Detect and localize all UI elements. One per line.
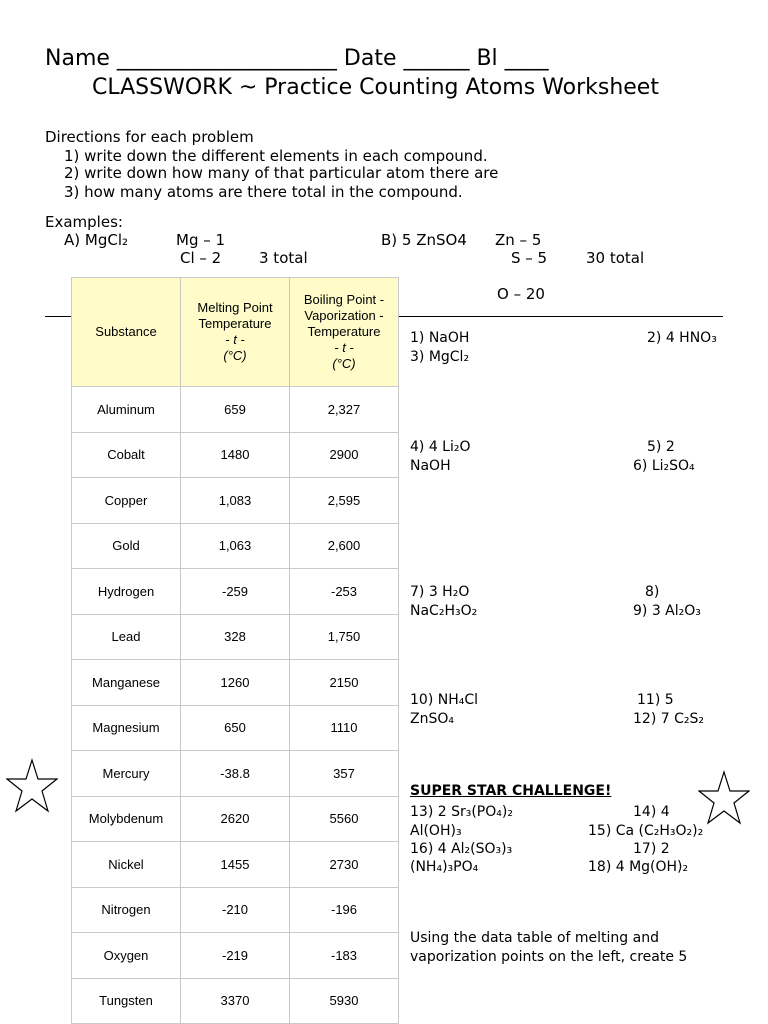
cell-melting-point: 659 (181, 387, 290, 433)
cell-boiling-point: 5560 (290, 796, 399, 842)
cell-substance: Nitrogen (72, 887, 181, 933)
cell-substance: Gold (72, 523, 181, 569)
cell-melting-point: 1480 (181, 432, 290, 478)
problem-15: 15) Ca (C₂H₃O₂)₂ (588, 823, 704, 839)
cell-boiling-point: 357 (290, 751, 399, 797)
table-row (72, 978, 399, 1024)
directions-heading: Directions for each problem (45, 128, 254, 146)
cell-melting-point: -259 (181, 569, 290, 615)
table-row (72, 478, 399, 524)
table-row (72, 705, 399, 751)
cell-substance: Mercury (72, 751, 181, 797)
problem-8: 8) (645, 584, 660, 600)
example-a-label: A) MgCl₂ (64, 231, 128, 249)
problem-12: 12) 7 C₂S₂ (633, 711, 704, 727)
melting-boiling-table (71, 277, 399, 1024)
problem-6: 6) Li₂SO₄ (633, 458, 695, 474)
cell-substance: Manganese (72, 660, 181, 706)
cell-melting-point: 1,063 (181, 523, 290, 569)
problem-18: 18) 4 Mg(OH)₂ (588, 859, 689, 875)
problem-5-compound: NaOH (410, 458, 451, 474)
problem-17: 17) 2 (633, 841, 670, 857)
problem-4: 4) 4 Li₂O (410, 439, 471, 455)
example-a-total: 3 total (259, 249, 308, 267)
cell-melting-point: -210 (181, 887, 290, 933)
cell-boiling-point: 1110 (290, 705, 399, 751)
direction-step-2: 2) write down how many of that particular atom there are (64, 164, 499, 182)
cell-boiling-point: 2,327 (290, 387, 399, 433)
examples-heading: Examples: (45, 213, 123, 231)
table-row (72, 523, 399, 569)
problem-1: 1) NaOH (410, 330, 470, 346)
star-icon (698, 770, 750, 826)
cell-boiling-point: 2,595 (290, 478, 399, 524)
cell-boiling-point: 5930 (290, 978, 399, 1024)
name-date-line: Name ____________________ Date ______ Bl ____ (45, 46, 549, 71)
cell-boiling-point: -183 (290, 933, 399, 979)
table-row (72, 751, 399, 797)
challenge-title: SUPER STAR CHALLENGE! (410, 783, 612, 799)
problem-17-compound: (NH₄)₃PO₄ (410, 859, 479, 875)
example-a-cl: Cl – 2 (180, 249, 222, 267)
cell-substance: Copper (72, 478, 181, 524)
example-b-total: 30 total (586, 249, 645, 267)
table-row (72, 614, 399, 660)
problem-10: 10) NH₄Cl (410, 692, 479, 708)
cell-melting-point: -38.8 (181, 751, 290, 797)
cell-boiling-point: 2730 (290, 842, 399, 888)
problem-13: 13) 2 Sr₃(PO₄)₂ (410, 804, 513, 820)
closing-line-2: vaporization points on the left, create 5 (410, 949, 688, 965)
cell-substance: Oxygen (72, 933, 181, 979)
direction-step-1: 1) write down the different elements in each compound. (64, 147, 488, 165)
problem-11-compound: ZnSO₄ (410, 711, 454, 727)
problem-8-compound: NaC₂H₃O₂ (410, 603, 478, 619)
problem-9: 9) 3 Al₂O₃ (633, 603, 701, 619)
example-a-mg: Mg – 1 (176, 231, 226, 249)
table-row (72, 796, 399, 842)
table-row (72, 660, 399, 706)
cell-substance: Hydrogen (72, 569, 181, 615)
example-b-o: O – 20 (497, 285, 545, 303)
table-row (72, 387, 399, 433)
cell-substance: Tungsten (72, 978, 181, 1024)
cell-substance: Aluminum (72, 387, 181, 433)
header-substance: Substance (72, 278, 181, 387)
header-melting-point: Melting Point Temperature - t - (°C) (181, 278, 290, 387)
worksheet-title: CLASSWORK ~ Practice Counting Atoms Worksheet (92, 75, 659, 100)
table-row (72, 569, 399, 615)
cell-substance: Molybdenum (72, 796, 181, 842)
cell-boiling-point: 1,750 (290, 614, 399, 660)
problem-14-compound: Al(OH)₃ (410, 823, 462, 839)
cell-substance: Lead (72, 614, 181, 660)
problem-3: 3) MgCl₂ (410, 349, 470, 365)
problem-16: 16) 4 Al₂(SO₃)₃ (410, 841, 513, 857)
table-row (72, 933, 399, 979)
cell-substance: Nickel (72, 842, 181, 888)
cell-substance: Cobalt (72, 432, 181, 478)
cell-boiling-point: 2,600 (290, 523, 399, 569)
problem-7: 7) 3 H₂O (410, 584, 470, 600)
example-b-zn: Zn – 5 (495, 231, 542, 249)
star-icon (6, 758, 58, 814)
problem-5: 5) 2 (647, 439, 675, 455)
cell-melting-point: 1260 (181, 660, 290, 706)
cell-substance: Magnesium (72, 705, 181, 751)
divider-left (45, 316, 72, 317)
problem-14: 14) 4 (633, 804, 670, 820)
table-row (72, 842, 399, 888)
cell-boiling-point: -253 (290, 569, 399, 615)
cell-melting-point: 1,083 (181, 478, 290, 524)
table-row (72, 432, 399, 478)
closing-line-1: Using the data table of melting and (410, 930, 659, 946)
cell-melting-point: 2620 (181, 796, 290, 842)
cell-melting-point: 1455 (181, 842, 290, 888)
example-b-s: S – 5 (511, 249, 548, 267)
cell-boiling-point: -196 (290, 887, 399, 933)
cell-boiling-point: 2150 (290, 660, 399, 706)
direction-step-3: 3) how many atoms are there total in the compound. (64, 183, 463, 201)
divider-right (399, 316, 723, 317)
problem-11: 11) 5 (637, 692, 674, 708)
cell-melting-point: -219 (181, 933, 290, 979)
table-row (72, 887, 399, 933)
cell-melting-point: 3370 (181, 978, 290, 1024)
cell-melting-point: 328 (181, 614, 290, 660)
example-b-label: B) 5 ZnSO4 (381, 231, 467, 249)
cell-melting-point: 650 (181, 705, 290, 751)
header-boiling-point: Boiling Point - Vaporization - Temperature - t - (°C) (290, 278, 399, 387)
problem-2: 2) 4 HNO₃ (647, 330, 717, 346)
cell-boiling-point: 2900 (290, 432, 399, 478)
